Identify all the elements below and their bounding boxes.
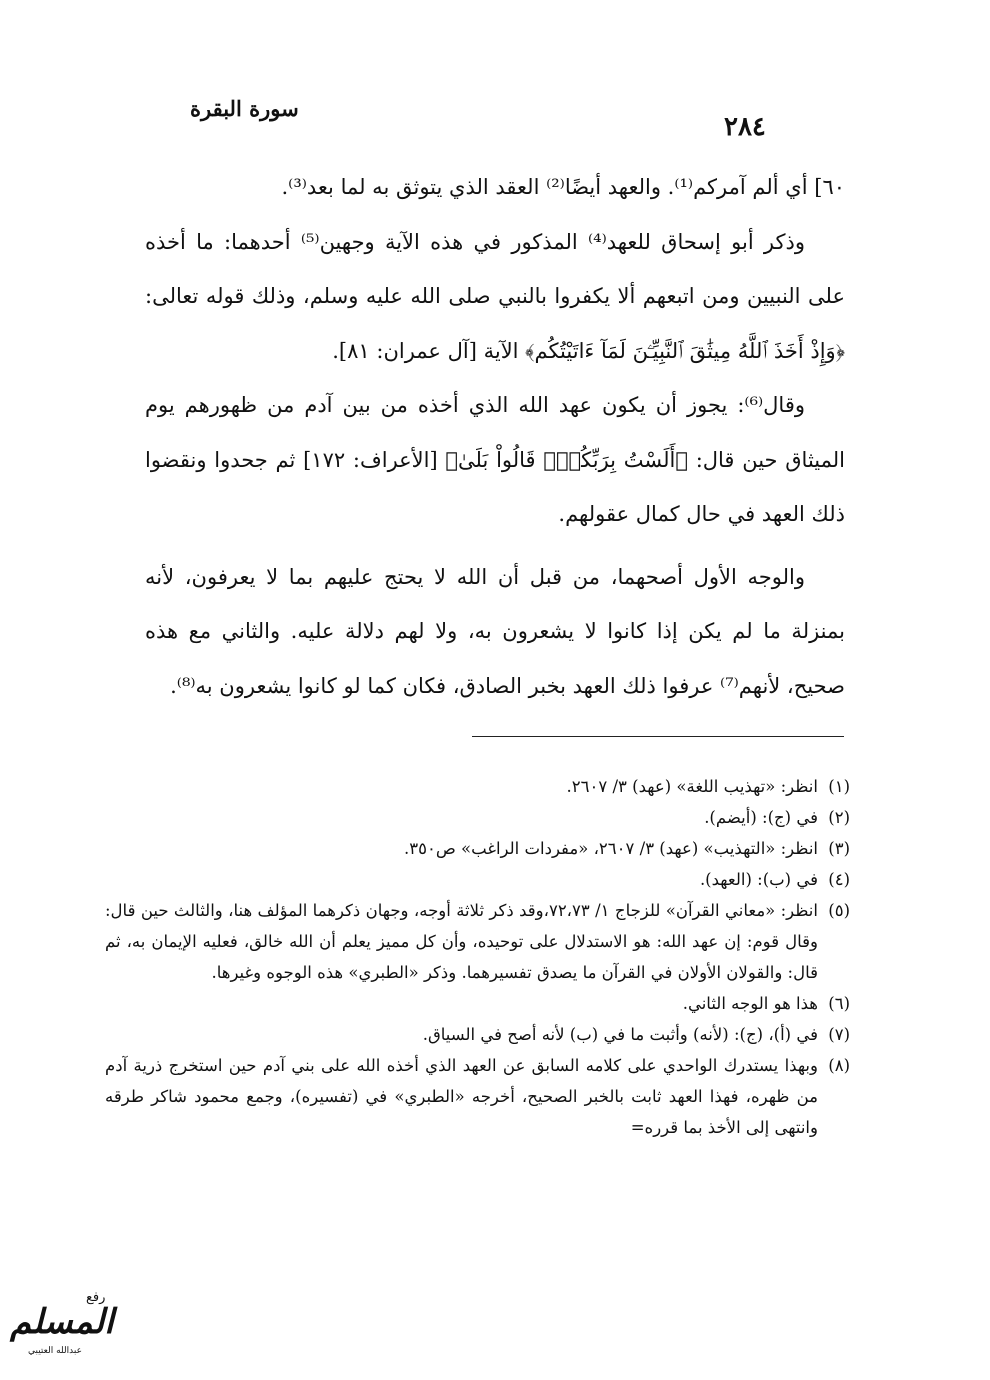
footnote-number: (٤) — [828, 870, 850, 889]
footnote — [105, 1019, 850, 1050]
footnote-number: (١) — [828, 777, 850, 796]
logo-sub-text: عبدالله العتيبي — [28, 1346, 82, 1356]
footnote-number: (٢) — [828, 808, 850, 827]
paragraph: والوجه الأول أصحهما، من قبل أن الله لا يحتج عليهم بما لا يعرفون، لأنه بمنزلة ما لم يكن إذا كانوا لا يشعرون به، ولا لهم دلالة عليه. والثاني مع هذه صحيح، لأنهم⁽⁷⁾ عرفوا ذلك العهد بخبر الصادق، فكان كما لو كانوا يشعرون به⁽⁸⁾. — [145, 564, 845, 698]
footnote — [105, 988, 850, 1019]
footnote-number: (٧) — [828, 1025, 850, 1044]
logo-small-text: رفع — [86, 1290, 106, 1305]
footnote-number: (٨) — [828, 1056, 850, 1075]
paragraph: وقال⁽⁶⁾: يجوز أن يكون عهد الله الذي أخذه من بين آدم من ظهورهم يوم الميثاق حين قال: ﴿أَلَسْتُ بِرَبِّكُمْۖ قَالُواْ بَلَىٰ﴾ [الأعراف: ١٧٢] ثم جحدوا ونقضوا ذلك العهد في حال كمال عقولهم. — [145, 393, 846, 526]
footnote-text: في (ب): (العهد). — [699, 870, 818, 889]
paragraph: ٦٠] أي ألم آمركم⁽¹⁾. والعهد أيضًا⁽²⁾ العقد الذي يتوثق به لما بعد⁽³⁾. — [281, 175, 845, 199]
footnote-text: انظر: «تهذيب اللغة» (عهد) ٣/ ٢٦٠٧. — [566, 777, 818, 796]
footnote-number: (٦) — [828, 994, 850, 1013]
footnote — [105, 895, 850, 988]
footnote-text: انظر: «التهذيب» (عهد) ٣/ ٢٦٠٧، «مفردات الراغب» ص٣٥٠. — [403, 839, 818, 858]
page-number: ٢٨٤ — [724, 112, 766, 142]
main-text — [145, 160, 845, 713]
footnote-number: (٣) — [828, 839, 850, 858]
publisher-logo — [6, 1288, 116, 1368]
footnote-number: (٥) — [828, 901, 850, 920]
footnote — [105, 864, 850, 895]
footnote-text: في (أ)، (ج): (لأنه) وأثبت ما في (ب) لأنه أصح في السياق. — [422, 1025, 818, 1044]
logo-main-text: المسلم — [10, 1302, 114, 1342]
paragraph: وذكر أبو إسحاق للعهد⁽⁴⁾ المذكور في هذه الآية وجهين⁽⁵⁾ أحدهما: ما أخذه على النبيين ومن اتبعهم ألا يكفروا بالنبي صلى الله عليه وسلم، وذلك قوله تعالى: ﴿وَإِذْ أَخَذَ ٱللَّهُ مِيثَٰقَ ٱلنَّبِيِّـۧنَ لَمَآ ءَاتَيْتُكُم﴾ الآية [آل عمران: ٨١]. — [145, 229, 845, 363]
footnote-text: انظر: «معاني القرآن» للزجاج ١/ ٧٢،٧٣،وقد ذكر ثلاثة أوجه، وجهان ذكرهما المؤلف هنا، والثالث حين قال: وقال قوم: إن عهد الله: هو الاستدلال على توحيده، وأن كل مميز يعلم أن الله خالق، فعليه الإيمان به، ثم قال: والقولان الأولان في القرآن ما يصدق تفسيرهما. وذكر «الطبري» هذه الوجوه وغيرها. — [105, 901, 818, 982]
footnote — [105, 833, 850, 864]
footnote — [105, 802, 850, 833]
surah-title: سورة البقرة — [190, 96, 299, 121]
footnote — [105, 1050, 850, 1143]
footnote-divider — [472, 736, 844, 737]
footnote-text: وبهذا يستدرك الواحدي على كلامه السابق عن العهد الذي أخذه الله على بني آدم حين استخرج ذرية آدم من ظهره، فهذا العهد ثابت بالخبر الصحيح، أخرجه «الطبري» في (تفسيره)، وجمع محمود شاكر طرقه وانتهى إلى الأخذ بما قرره= — [105, 1056, 818, 1137]
footnotes — [105, 771, 850, 1143]
footnote-text: هذا هو الوجه الثاني. — [682, 994, 818, 1013]
footnote — [105, 771, 850, 802]
footnote-text: في (ج): (أيضم). — [704, 808, 818, 827]
